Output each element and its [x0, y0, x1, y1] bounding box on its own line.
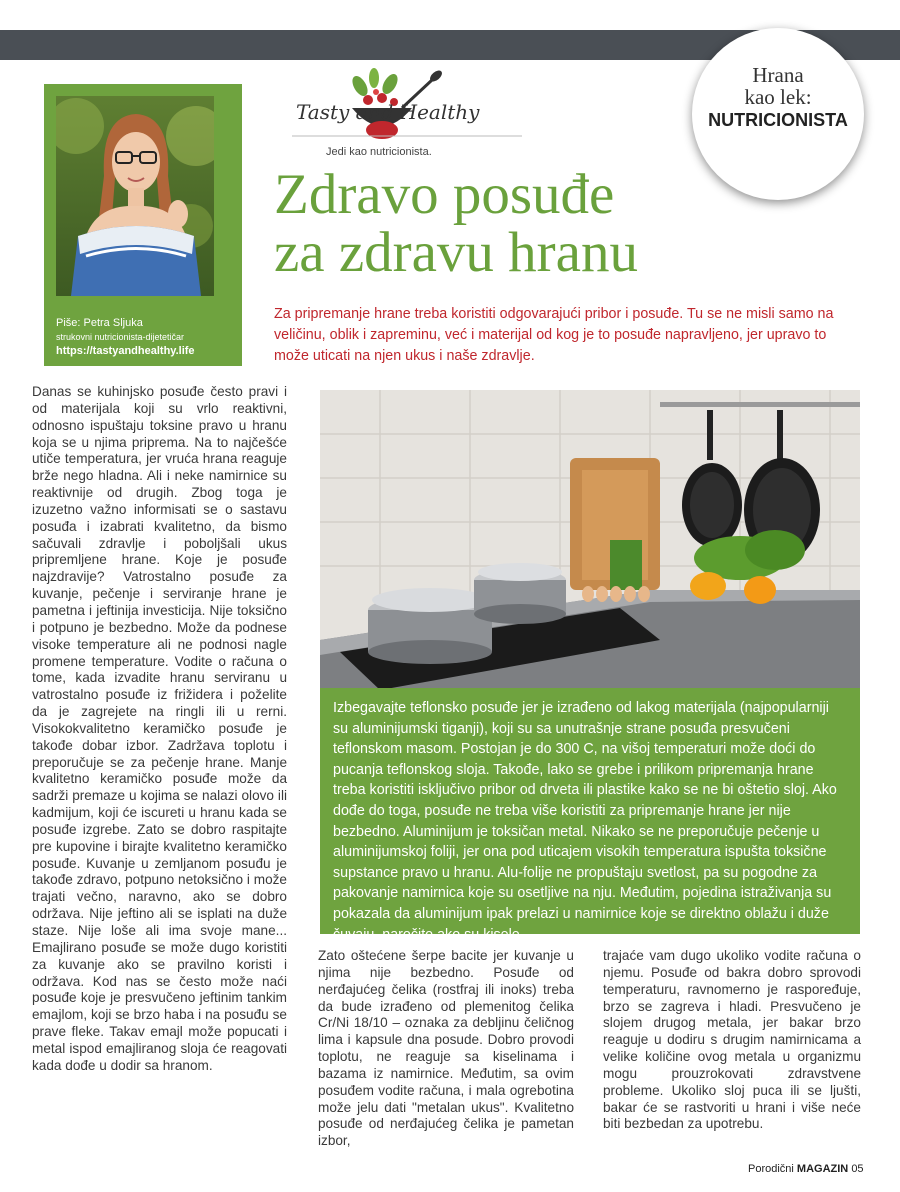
kitchen-photo	[320, 390, 860, 690]
highlight-text: Izbegavajte teflonsko posuđe jer je izrađeno od lakog materijala (najpopularniji su aluminijumski tiganji), koji su sa unutrašnje strane posuđa presvučeni teflonskom masom. Postojan je do 300 C, na višoj temperaturi može doći do pucanja teflonskog sloja. Takođe, lako se grebe i prilikom pripremanja hrane treba koristiti isključivo pribor od drveta ili plastike kako se ne bi oštetio sloj. Ako dođe do toga, posuđe ne treba više koristiti za pripremanje hrane jer nije bezbedno. Aluminijum je toksičan metal. Nikako se ne preporučuje pečenje u aluminijumskoj foliji, jer ona pod uticajem visokih temperatura ispušta toksične supstance pravo u hranu. Alu-folije ne propuštaju svetlost, pa su pogodne za pakovanje namirnica koje su osetljive na nju. Međutim, pojedina istraživanja su pokazala da aluminijum ipak prelazi u namirnice koje se direktno oblažu i duže čuvaju, naročito ako su kisele.	[333, 700, 837, 943]
logo-wordmark: Tasty and Healthy	[296, 100, 480, 124]
title-line-1: Zdravo posuđe	[274, 163, 615, 226]
author-url[interactable]: https://tastyandhealthy.life	[56, 345, 195, 357]
column-3: trajaće vam dugo ukoliko vodite računa o njemu. Posuđe od bakra dobro sprovodi temperaturu, ravnomerno je raspoređuje, brzo se zagreva i hladi. Presvučeno je slojem drugog metala, jer bakar brzo reaguje u dodiru s drugim namirnicama a velike količine ovog metala u organizmu mogu prouzrokovati zdravstvene probleme. Ukoliko sloj puca ili se ljušti, bakar će se rastvoriti u hrani i više neće biti bezbedan za upotrebu.	[603, 948, 861, 1132]
page-title	[274, 163, 774, 284]
page-number: 05	[851, 1163, 864, 1175]
column-1: Danas se kuhinjsko posuđe često pravi i od materijala koji su vrlo reaktivni, odnosno ispuštaju toksine pravo u hranu koja se u njima priprema. Na to najčešće utiče temperatura, jer vruća hrana reaguje brže nego hladna. Ali i neke namirnice su reaktivnije od drugih. Zbog toga je izuzetno važno informisati se o sastavu posuđa i izabrati kvalitetno, da bismo sačuvali zdravlje i poboljšali ukus pripremljene hrane. Koje je posuđe najzdravije? Vatrostalno posuđe za kuvanje, pečenje i serviranje hrane je pametna i jeftinija investicija. Nije toksično i potpuno je bezbedno. Može da podnese visoke temperature ali ne podnosi nagle promene temperature. Vodite o računa o tome, kada izvadite hranu serviranu u vatrostalno posuđe iz frižidera i poželite da je zagrejete na ringli ili u rerni. Visokokvalitetno keramičko posuđe je takođe dobar izbor. Zadržava toplotu i preporučuje se za pečenje hrane. Manje kvalitetno keramičko posuđe može da sadrži premaze u kojima se nalazi olovo ili kadmijum, koji će iscureti u hranu kada se posuđe izgrebe. Zato se dobro raspitajte pre kupovine i birajte kvalitetno keramičko posuđe. Kuvanje u zemljanom posuđu je takođe zdravo, potpuno netoksično i može trajati večno, naravno, ako se dobro održava. Nije jeftino ali se isplati na duže staze. Nije loše ali ima svoje mane... Emajlirano posuđe se može dugo koristiti za kuvanje ako se pravilno koristi i održava. Kod nas se često može naći posuđe koje je presvučeno jeftinim tankim emajlom, koji se brzo haba i na posuđu se prave fleke. Takav emajl može popucati i metal ispod emajliranog sloja će reagovati kada dođe u dodir sa hranom.	[32, 384, 287, 1073]
author-title: strukovni nutricionista-dijetetičar	[56, 332, 185, 342]
author-credit	[56, 316, 238, 358]
footer-magazine-pre: Porodični	[748, 1163, 797, 1175]
section-kicker: Hrana kao lek:	[744, 63, 812, 109]
footer-magazine-name: MAGAZIN	[796, 1163, 849, 1175]
logo-tagline: Jedi kao nutricionista.	[326, 146, 432, 158]
page-footer	[748, 1163, 864, 1175]
author-name: Piše: Petra Sljuka	[56, 317, 143, 329]
lede: Za pripremanje hrane treba koristiti odgovarajući pribor i posuđe. Tu se ne misli samo na veličinu, oblik i zapreminu, već i materijal od kog je to posuđe napravljeno, jer upravo to može uticati na njen ukus i naše zdravlje.	[274, 306, 834, 364]
title-line-2: za zdravu hranu	[274, 221, 638, 284]
section-label: NUTRICIONISTA	[708, 110, 848, 130]
column-2: Zato oštećene šerpe bacite jer kuvanje u njima nije bezbedno. Posuđe od nerđajućeg čelika (rostfraj ili inoks) treba da bude izrađeno od plemenitog čelika Cr/Ni 18/10 – oznaka za debljinu čeličnog lima i kapsule dna posude. Dobro provodi toplotu, ne reaguje sa kiselinama i bazama iz namirnice. Međutim, sa ovim posuđem vodite računa, i mala ogrebotina može jelu dati "metalan ukus". Kvalitetno posuđe od nerđajućeg čelika je pametan izbor,	[318, 948, 574, 1149]
author-photo	[56, 96, 214, 296]
